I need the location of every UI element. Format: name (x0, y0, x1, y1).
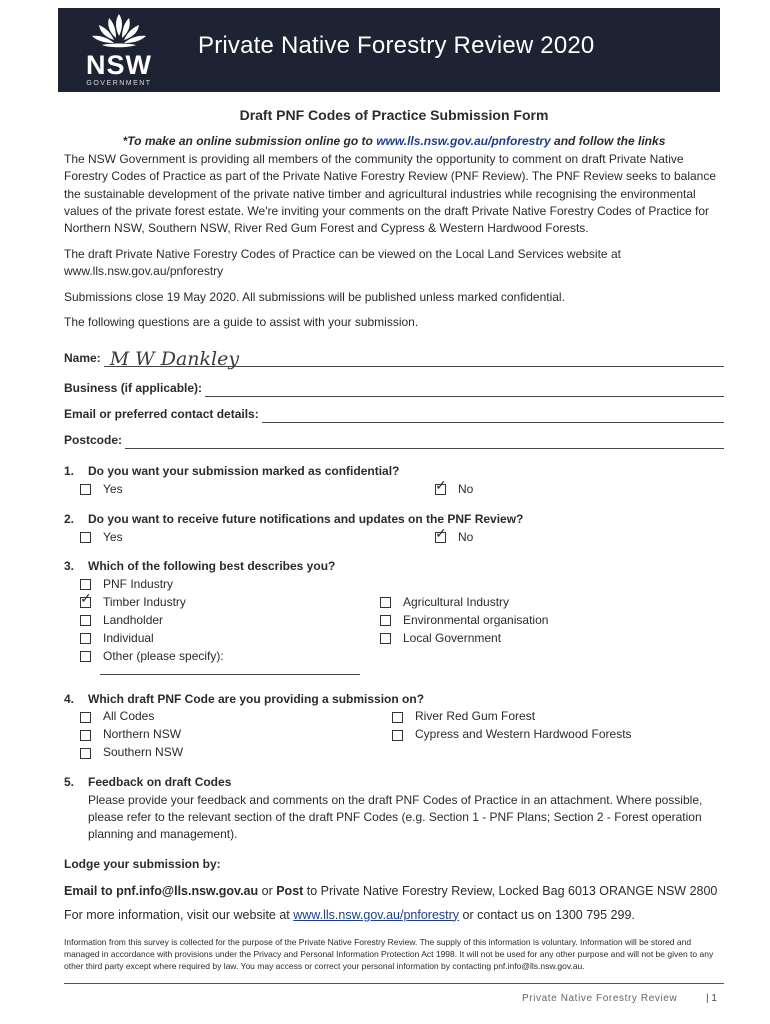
q4-cypress-western-hardwood-label: Cypress and Western Hardwood Forests (415, 727, 632, 742)
q3-timber-industry-label: Timber Industry (103, 594, 186, 609)
view-codes-paragraph: The draft Private Native Forestry Codes of Practice can be viewed on the Local Land Services website at www.lls.nsw.gov.au/pnforestry (64, 246, 621, 279)
q3-option-other[interactable] (80, 648, 380, 666)
waratah-icon (76, 12, 162, 52)
postcode-label: Postcode: (64, 433, 123, 448)
logo-subtitle: GOVERNMENT (86, 80, 152, 87)
business-input[interactable] (205, 382, 724, 397)
question-5-text: Feedback on draft Codes (88, 775, 232, 790)
question-2-text: Do you want to receive future notifications and updates on the PNF Review? (88, 511, 524, 526)
name-label: Name: (64, 351, 101, 366)
q3-agricultural-industry-checkbox[interactable] (380, 597, 391, 608)
q2-no-label: No (458, 529, 474, 544)
q3-individual-checkbox[interactable] (80, 633, 91, 644)
question-1-number: 1. (64, 464, 75, 479)
lodge-title: Lodge your submission by: (64, 856, 221, 871)
question-4-text: Which draft PNF Code are you providing a submission on? (88, 691, 425, 706)
q3-option-pnf-industry[interactable] (80, 576, 380, 594)
q3-other-specify-input[interactable] (100, 674, 360, 675)
question-5-number: 5. (64, 775, 75, 790)
name-handwritten-value: M W Dankley (109, 348, 240, 371)
q3-pnf-industry-checkbox[interactable] (80, 579, 91, 590)
q4-option-southern-nsw[interactable] (80, 744, 380, 762)
q4-all-codes-label: All Codes (103, 709, 155, 724)
q4-northern-nsw-checkbox[interactable] (80, 730, 91, 741)
q2-yes-label: Yes (103, 529, 123, 544)
q2-option-yes[interactable] (80, 528, 380, 546)
q4-option-river-red-gum[interactable] (392, 708, 724, 726)
question-3-options (80, 576, 724, 666)
header-banner (58, 8, 720, 92)
q2-option-no[interactable] (435, 528, 724, 546)
question-3-text: Which of the following best describes you? (88, 559, 336, 574)
q4-northern-nsw-label: Northern NSW (103, 727, 182, 742)
form-title: Draft PNF Codes of Practice Submission Form (239, 107, 549, 123)
q3-option-timber-industry[interactable] (80, 594, 380, 612)
question-2-number: 2. (64, 511, 75, 526)
lodge-post-label: Post (276, 884, 304, 899)
q4-river-red-gum-checkbox[interactable] (392, 712, 403, 723)
visit-prefix: For more information, visit our website at (64, 907, 294, 922)
online-submission-note (64, 133, 724, 150)
q3-option-agricultural-industry[interactable] (380, 594, 724, 612)
q3-environmental-organisation-label: Environmental organisation (403, 612, 549, 627)
lodge-or: or (258, 884, 277, 899)
online-note-prefix: *To make an online submission online go to (122, 134, 377, 149)
q3-landholder-label: Landholder (103, 612, 164, 627)
lodge-email-address[interactable]: pnf.info@lls.nsw.gov.au (116, 884, 259, 899)
q3-other-label: Other (please specify): (103, 648, 224, 663)
intro-paragraph: The NSW Government is providing all members of the community the opportunity to comment on draft Private Native Forestry Codes of Practice as part of the Private Native Forestry Review (PNF Review). The PNF Review seeks to balance the sustainable development of the private native timber and agricultural industries while recognising the environmental values of the private forest estate. We're inviting your comments on the draft Private Native Forestry Codes of Practice for Northern NSW, Southern NSW, River Red Gum Forest and Cypress & Western Hardwood Forests. (64, 151, 717, 236)
name-field (64, 345, 724, 371)
q3-option-landholder[interactable] (80, 612, 380, 630)
q3-timber-industry-checkbox[interactable] (80, 597, 91, 608)
q3-option-individual[interactable] (80, 630, 380, 648)
q3-other-checkbox[interactable] (80, 651, 91, 662)
nsw-government-logo (76, 12, 162, 88)
page-number: | 1 (706, 993, 717, 1004)
banner-title: Private Native Forestry Review 2020 (198, 32, 595, 59)
question-3-number: 3. (64, 559, 75, 574)
question-3 (64, 558, 724, 674)
lodge-visit (64, 907, 724, 924)
business-field (64, 375, 724, 397)
name-input[interactable] (104, 348, 724, 371)
q1-no-label: No (458, 482, 474, 497)
q1-no-checkbox[interactable] (435, 484, 446, 495)
question-5-body: Please provide your feedback and comments on the draft PNF Codes of Practice in an attachment. Where possible, please refer to the relevant section of the draft PNF Codes (e.g. Section 1 - PNF Plans; Section 2 - Forest operation planning and management). (88, 792, 703, 842)
form-page (64, 100, 724, 972)
guide-paragraph: The following questions are a guide to assist with your submission. (64, 315, 419, 330)
q3-option-environmental-organisation[interactable] (380, 612, 724, 630)
q4-southern-nsw-checkbox[interactable] (80, 748, 91, 759)
email-field (64, 401, 724, 423)
privacy-notice: Information from this survey is collected for the purpose of the Private Native Forestry Review. The supply of this information is voluntary. Information will be stored and managed in accordance with provisions under the Privacy and Personal Information Protection Act 1998. It will not be used for any other purpose and will not be given to any other third party except where required by law. You may access or correct your personal information by contacting pnf.info@lls.nsw.gov.au. (64, 936, 714, 971)
logo-wordmark: NSW (86, 50, 152, 80)
online-note-suffix: and follow the links (550, 134, 666, 149)
q4-southern-nsw-label: Southern NSW (103, 745, 184, 760)
question-4-title (64, 691, 724, 708)
question-2 (64, 511, 724, 546)
question-4-options (80, 708, 724, 762)
visit-suffix: or contact us on 1300 795 299. (459, 907, 635, 922)
question-1 (64, 463, 724, 498)
q4-option-cypress-western-hardwood[interactable] (392, 726, 724, 744)
question-3-title (64, 558, 724, 575)
q4-option-northern-nsw[interactable] (80, 726, 380, 744)
email-label: Email or preferred contact details: (64, 407, 259, 422)
footer-title: Private Native Forestry Review (522, 993, 678, 1004)
q4-all-codes-checkbox[interactable] (80, 712, 91, 723)
q2-yes-checkbox[interactable] (80, 532, 91, 543)
q3-local-government-label: Local Government (403, 630, 502, 645)
q3-local-government-checkbox[interactable] (380, 633, 391, 644)
q3-option-local-government[interactable] (380, 630, 724, 648)
q1-yes-label: Yes (103, 482, 123, 497)
question-1-title (64, 463, 724, 480)
q3-individual-label: Individual (103, 630, 154, 645)
footer-divider (64, 983, 724, 984)
question-1-text: Do you want your submission marked as confidential? (88, 464, 400, 479)
question-4-number: 4. (64, 691, 75, 706)
q3-landholder-checkbox[interactable] (80, 615, 91, 626)
q2-no-checkbox[interactable] (435, 532, 446, 543)
q4-river-red-gum-label: River Red Gum Forest (415, 709, 536, 724)
question-5-title (64, 774, 724, 791)
question-1-options (80, 481, 724, 499)
q1-option-yes[interactable] (80, 481, 380, 499)
question-2-title (64, 511, 724, 528)
q4-option-all-codes[interactable] (80, 708, 380, 726)
question-5 (64, 774, 724, 844)
question-4 (64, 691, 724, 762)
question-2-options (80, 528, 724, 546)
postcode-field (64, 427, 724, 449)
lodge-email-post (64, 883, 724, 900)
q3-environmental-organisation-checkbox[interactable] (380, 615, 391, 626)
visit-website-link[interactable]: www.lls.nsw.gov.au/pnforestry (293, 907, 460, 922)
email-input[interactable] (262, 408, 724, 423)
online-submission-link[interactable]: www.lls.nsw.gov.au/pnforestry (376, 134, 551, 149)
submissions-close-paragraph: Submissions close 19 May 2020. All submissions will be published unless marked confidential. (64, 289, 565, 304)
business-label: Business (if applicable): (64, 381, 203, 396)
q3-agricultural-industry-label: Agricultural Industry (403, 594, 510, 609)
lodge-email-prefix: Email to (64, 884, 117, 899)
q1-yes-checkbox[interactable] (80, 484, 91, 495)
postcode-input[interactable] (125, 434, 724, 449)
q4-cypress-western-hardwood-checkbox[interactable] (392, 730, 403, 741)
q3-pnf-industry-label: PNF Industry (103, 576, 174, 591)
q1-option-no[interactable] (435, 481, 724, 499)
lodge-post-address: to Private Native Forestry Review, Locked Bag 6013 ORANGE NSW 2800 (303, 884, 718, 899)
